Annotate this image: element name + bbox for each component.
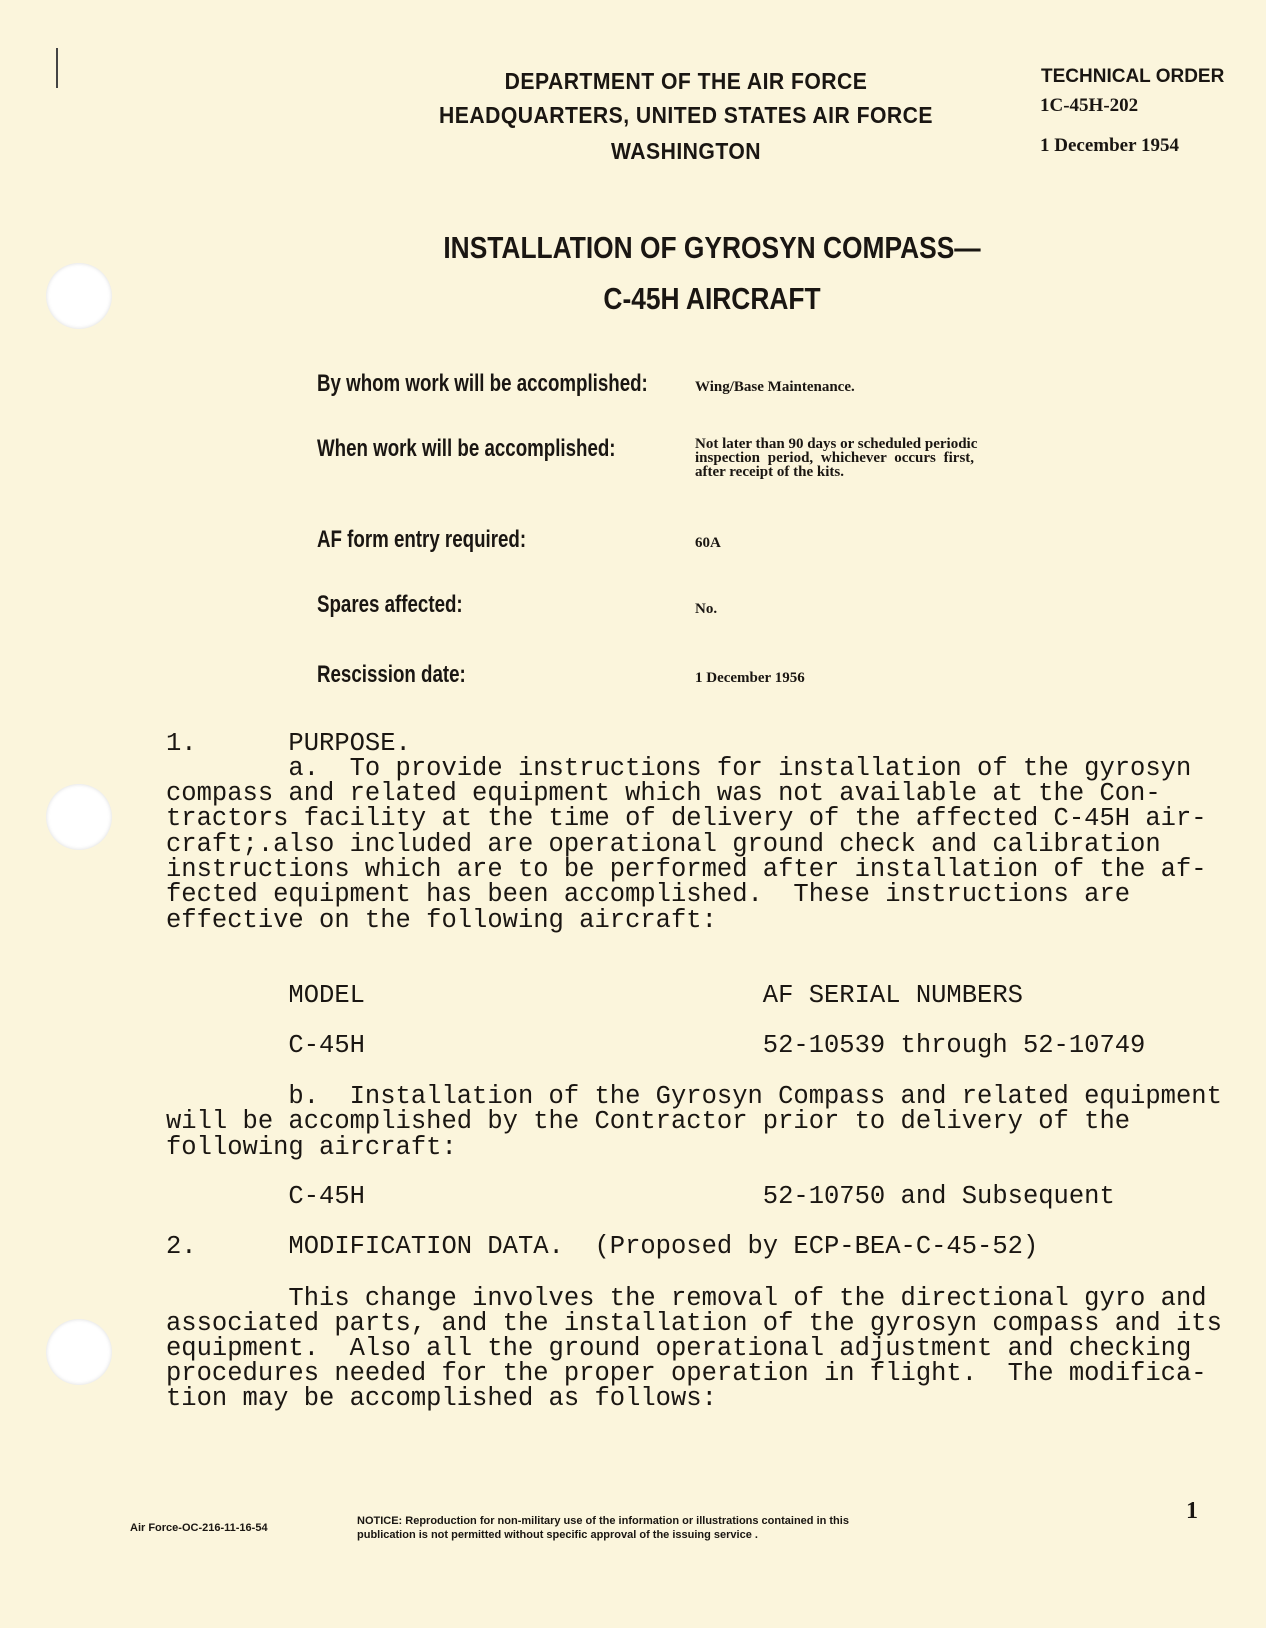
technical-order-label: TECHNICAL ORDER: [1041, 66, 1225, 87]
punch-hole: [46, 784, 112, 850]
body-line: procedures needed for the proper operation in flight. The modifica-: [166, 1359, 1207, 1388]
field-value-when-line: Not later than 90 days or scheduled periodic: [695, 436, 978, 452]
field-value-by-whom: Wing/Base Maintenance.: [695, 379, 855, 395]
body-line: a. To provide instructions for installation of the gyrosyn: [166, 754, 1192, 783]
footer-notice-line: NOTICE: Reproduction for non-military use of the information or illustrations contained in this: [357, 1515, 849, 1527]
aircraft-table-header: MODEL AF SERIAL NUMBERS: [166, 981, 1023, 1010]
section-1-heading: 1. PURPOSE.: [166, 729, 411, 758]
field-value-when-line: after receipt of the kits.: [695, 464, 844, 480]
section-2-heading: 2. MODIFICATION DATA. (Proposed by ECP-BEA-C-45-52): [166, 1232, 1039, 1261]
field-value-spares: No.: [695, 601, 718, 617]
page-number: 1: [1186, 1498, 1198, 1524]
body-line: following aircraft:: [166, 1133, 457, 1162]
aircraft-table-row: C-45H 52-10539 through 52-10749: [166, 1031, 1146, 1060]
header-headquarters: HEADQUARTERS, UNITED STATES AIR FORCE: [439, 102, 933, 128]
body-line: instructions which are to be performed after installation of the af-: [166, 855, 1207, 884]
footer-notice-line: publication is not permitted without specific approval of the issuing service .: [357, 1529, 758, 1541]
field-value-when-line: inspection period, whichever occurs first,: [695, 450, 975, 466]
technical-order-number: 1C-45H-202: [1040, 95, 1139, 116]
header-department: DEPARTMENT OF THE AIR FORCE: [504, 68, 868, 94]
field-label-by-whom: By whom work will be accomplished:: [317, 370, 648, 397]
field-label-af-form: AF form entry required:: [317, 526, 527, 553]
field-label-when: When work will be accomplished:: [317, 435, 616, 462]
body-line: compass and related equipment which was not available at the Con-: [166, 779, 1161, 808]
body-line: associated parts, and the installation of the gyrosyn compass and its: [166, 1309, 1222, 1338]
field-value-rescission: 1 December 1956: [695, 670, 805, 686]
body-line: b. Installation of the Gyrosyn Compass and related equipment: [166, 1082, 1222, 1111]
body-line: fected equipment has been accomplished. These instructions are: [166, 880, 1131, 909]
punch-hole: [46, 1319, 112, 1385]
field-label-rescission: Rescission date:: [317, 661, 466, 688]
title-line-1: INSTALLATION OF GYROSYN COMPASS—: [443, 230, 981, 265]
body-line: This change involves the removal of the directional gyro and: [166, 1284, 1207, 1313]
body-line: tion may be accomplished as follows:: [166, 1384, 717, 1413]
aircraft-table-row: C-45H 52-10750 and Subsequent: [166, 1182, 1115, 1211]
body-line: will be accomplished by the Contractor prior to delivery of the: [166, 1107, 1131, 1136]
field-label-spares: Spares affected:: [317, 591, 463, 618]
body-line: effective on the following aircraft:: [166, 906, 717, 935]
footer-print-code: Air Force-OC-216-11-16-54: [130, 1522, 268, 1534]
body-line: tractors facility at the time of delivery of the affected C-45H air-: [166, 804, 1207, 833]
header-location: WASHINGTON: [611, 138, 761, 164]
title-line-2: C-45H AIRCRAFT: [603, 281, 821, 316]
document-date: 1 December 1954: [1040, 135, 1179, 156]
body-line: equipment. Also all the ground operational adjustment and checking: [166, 1334, 1192, 1363]
punch-hole: [46, 263, 112, 329]
field-value-af-form: 60A: [695, 535, 721, 551]
body-line: craft;.also included are operational ground check and calibration: [166, 830, 1161, 859]
